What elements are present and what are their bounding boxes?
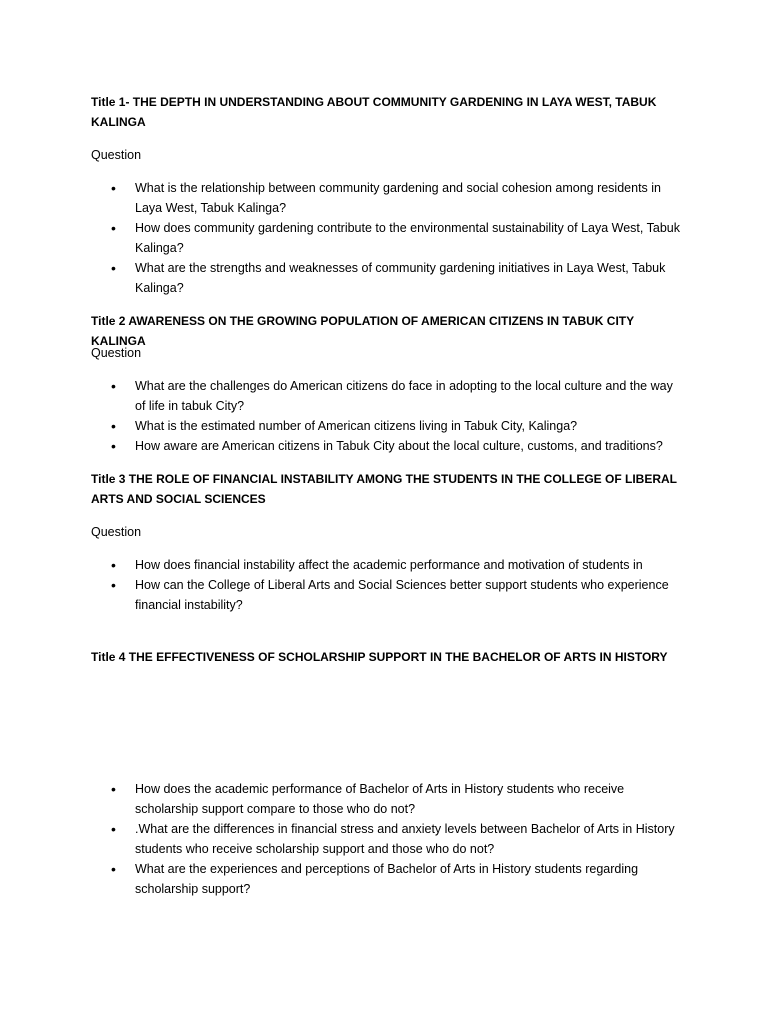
question-text: What is the relationship between community gardening and social cohesion among residents in Laya West, Tabuk Kalinga? — [135, 181, 661, 215]
question-text: What are the challenges do American citizens do face in adopting to the local culture and the way of life in tabuk City? — [135, 379, 673, 413]
list-item — [0, 436, 680, 456]
section-2-question-label: Question — [91, 346, 142, 360]
section-1-question-label: Question — [91, 148, 142, 162]
list-item — [0, 416, 680, 436]
list-item — [0, 819, 680, 859]
question-text: How does the academic performance of Bachelor of Arts in History students who receive scholarship support compare to those who do not? — [135, 782, 625, 816]
question-text: How does financial instability affect the academic performance and motivation of students in — [135, 558, 643, 572]
list-item — [0, 258, 680, 298]
section-3-question-list — [0, 555, 768, 615]
list-item — [0, 376, 680, 416]
question-text: How can the College of Liberal Arts and Social Sciences better support students who experience financial instability? — [135, 578, 669, 612]
bullet-icon: • — [111, 577, 116, 593]
list-item — [0, 575, 680, 615]
list-item — [0, 178, 680, 218]
section-1-question-list — [0, 178, 768, 298]
list-item — [0, 859, 680, 899]
bullet-icon: • — [111, 220, 116, 236]
bullet-icon: • — [111, 821, 116, 837]
bullet-icon: • — [111, 557, 116, 573]
section-4-question-list — [0, 779, 768, 899]
section-2-title: Title 2 AWARENESS ON THE GROWING POPULATION OF AMERICAN CITIZENS IN TABUK CITY KALINGA — [91, 314, 634, 348]
bullet-icon: • — [111, 438, 116, 454]
section-3-question-label: Question — [91, 525, 142, 539]
list-item — [0, 555, 680, 575]
question-text: What are the strengths and weaknesses of community gardening initiatives in Laya West, Tabuk Kalinga? — [135, 261, 666, 295]
question-text: What are the experiences and perceptions of Bachelor of Arts in History students regarding scholarship support? — [135, 862, 639, 896]
section-1-title: Title 1- THE DEPTH IN UNDERSTANDING ABOUT COMMUNITY GARDENING IN LAYA WEST, TABUK KALINGA — [91, 95, 657, 129]
question-text: How aware are American citizens in Tabuk City about the local culture, customs, and traditions? — [135, 439, 663, 453]
bullet-icon: • — [111, 378, 116, 394]
list-item — [0, 218, 680, 258]
section-4-title: Title 4 THE EFFECTIVENESS OF SCHOLARSHIP SUPPORT IN THE BACHELOR OF ARTS IN HISTORY — [91, 650, 668, 664]
bullet-icon: • — [111, 861, 116, 877]
question-text: How does community gardening contribute to the environmental sustainability of Laya West, Tabuk Kalinga? — [135, 221, 680, 255]
bullet-icon: • — [111, 781, 116, 797]
list-item — [0, 779, 680, 819]
bullet-icon: • — [111, 180, 116, 196]
question-text: .What are the differences in financial stress and anxiety levels between Bachelor of Arts in History students who receive scholarship support and those who do not? — [135, 822, 675, 856]
question-text: What is the estimated number of American citizens living in Tabuk City, Kalinga? — [135, 419, 578, 433]
section-3-title: Title 3 THE ROLE OF FINANCIAL INSTABILITY AMONG THE STUDENTS IN THE COLLEGE OF LIBERAL ARTS AND SOCIAL SCIENCES — [91, 472, 677, 506]
bullet-icon: • — [111, 418, 116, 434]
section-2-question-list — [0, 376, 768, 456]
bullet-icon: • — [111, 260, 116, 276]
